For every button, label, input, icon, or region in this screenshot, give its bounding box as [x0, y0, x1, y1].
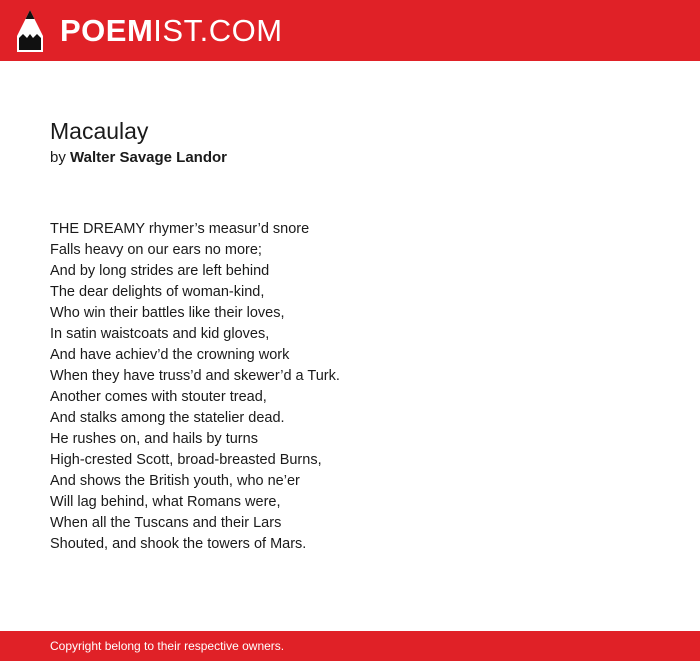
poem-line: When all the Tuscans and their Lars [50, 515, 282, 531]
poem-line: Will lag behind, what Romans were, [50, 494, 281, 510]
author-name: Walter Savage Landor [70, 149, 228, 166]
poem-line: And have achiev’d the crowning work [50, 347, 290, 363]
logo-bold-text: POEM [60, 13, 154, 48]
poem-body [50, 219, 650, 555]
pencil-icon [16, 9, 44, 53]
byline [50, 148, 650, 168]
poem-line: And shows the British youth, who ne’er [50, 473, 300, 489]
site-logo-link[interactable] [16, 9, 283, 53]
poem-line: And stalks among the statelier dead. [50, 410, 285, 426]
site-header [0, 0, 700, 61]
poem-line: Falls heavy on our ears no more; [50, 242, 262, 258]
poem-line: THE DREAMY rhymer’s measur’d snore [50, 221, 310, 237]
logo-light-text: IST.COM [153, 13, 283, 48]
poem-line: Shouted, and shook the towers of Mars. [50, 536, 307, 552]
poem-line: Another comes with stouter tread, [50, 389, 267, 405]
poem-line: In satin waistcoats and kid gloves, [50, 326, 270, 342]
poem-header [50, 116, 650, 168]
poem-title: Macaulay [50, 118, 149, 144]
by-label: by [50, 149, 66, 166]
poem-line: Who win their battles like their loves, [50, 305, 285, 321]
site-logo-text [60, 9, 283, 53]
poem-line: High-crested Scott, broad-breasted Burns, [50, 452, 322, 468]
poem-line: And by long strides are left behind [50, 263, 270, 279]
poem-line: When they have truss’d and skewer’d a Turk. [50, 368, 340, 384]
copyright-text: Copyright belong to their respective owners. [50, 639, 285, 653]
poem-line: The dear delights of woman-kind, [50, 284, 265, 300]
poem-line: He rushes on, and hails by turns [50, 431, 258, 447]
site-footer [0, 631, 700, 661]
